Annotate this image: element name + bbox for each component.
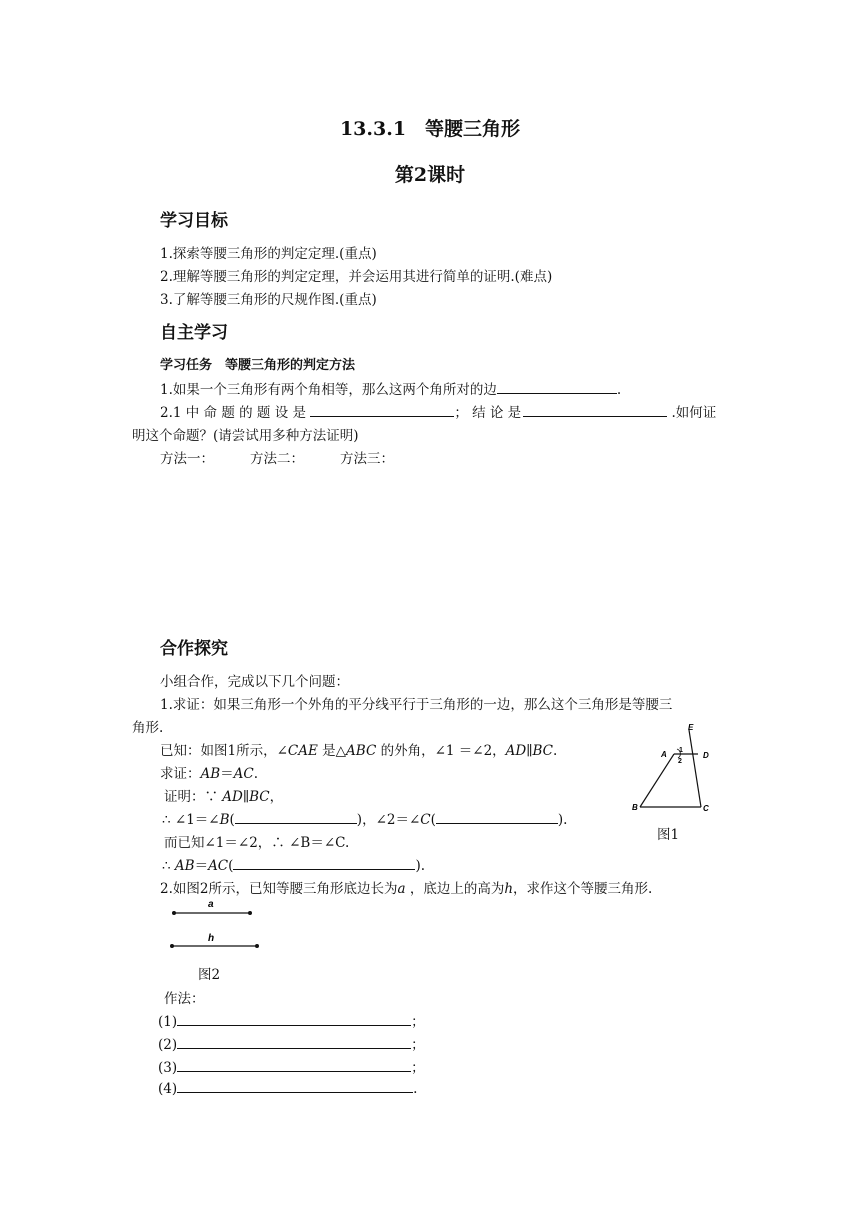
problem-2-text: 2.如图2所示，已知等腰三角形底边长为 xyxy=(160,881,398,897)
question-2-conclusion-label: ； 结 论 是 xyxy=(454,405,522,421)
construction-step xyxy=(158,1056,425,1076)
paren-open: ( xyxy=(229,812,235,828)
prove-label: 求证： xyxy=(160,766,201,782)
prove-end: . xyxy=(253,766,259,782)
given-segment: AD xyxy=(505,743,527,759)
proof-step-4 xyxy=(162,854,425,874)
question-2-line2: 明这个命题？(请尝试用多种方法证明) xyxy=(132,428,359,444)
goal-item: 3.了解等腰三角形的尺规作图.(重点) xyxy=(160,292,377,308)
given-segment: BC xyxy=(532,743,554,759)
proof-segment: BC xyxy=(249,789,270,805)
parallel-symbol: ∥ xyxy=(526,743,533,759)
proof-segment: AC xyxy=(208,858,229,874)
paren-open: ( xyxy=(228,858,234,874)
premise-blank[interactable] xyxy=(310,403,454,417)
endpoint-dot xyxy=(170,944,174,948)
proof-comma: ， xyxy=(269,789,284,805)
variable-a: a xyxy=(397,881,406,897)
step-number: (2) xyxy=(158,1037,178,1053)
endpoint-dot xyxy=(172,911,176,915)
construction-step xyxy=(158,1079,417,1097)
equals-sign: ＝ xyxy=(194,858,209,874)
step-blank[interactable] xyxy=(177,1079,413,1093)
proof-step-3: 而已知∠1＝∠2，∴ ∠B＝∠C. xyxy=(164,835,350,851)
therefore-symbol: ∴ xyxy=(162,858,171,874)
proof-text: ). xyxy=(415,858,425,874)
step-blank[interactable] xyxy=(177,1058,411,1072)
given-triangle-name: ABC xyxy=(346,743,377,759)
step-blank[interactable] xyxy=(177,1012,411,1026)
label-b: B xyxy=(632,803,638,812)
conclusion-blank[interactable] xyxy=(523,403,667,417)
proof-segment: AB xyxy=(174,858,195,874)
prove-segment: AB xyxy=(200,766,221,782)
equals-sign: ＝ xyxy=(220,766,234,782)
figure-2-caption: 图2 xyxy=(198,967,221,983)
construction-label: 作法： xyxy=(164,991,205,1007)
given-end: . xyxy=(553,743,558,759)
goal-item: 1.探索等腰三角形的判定定理.(重点) xyxy=(160,246,377,262)
construction-step xyxy=(158,1033,425,1053)
label-a: A xyxy=(661,750,667,759)
variable-h: h xyxy=(504,881,514,897)
task-title: 学习任务 等腰三角形的判定方法 xyxy=(160,358,356,373)
step-number: (3) xyxy=(158,1060,178,1076)
question-1 xyxy=(160,378,621,398)
reason-blank[interactable] xyxy=(436,810,558,824)
method-2-label: 方法二： xyxy=(250,451,304,467)
parallel-symbol: ∥ xyxy=(242,789,250,805)
self-study-heading: 自主学习 xyxy=(160,323,228,343)
step-blank[interactable] xyxy=(177,1035,411,1049)
given-statement xyxy=(160,739,557,759)
label-h: h xyxy=(208,933,215,944)
proof-segment: AD xyxy=(222,789,243,805)
segment-ce xyxy=(689,730,701,807)
problem-2-text: ，底边上的高为 xyxy=(409,881,505,897)
problem-2-text: ，求作这个等腰三角形. xyxy=(513,881,653,897)
goal-item: 2.理解等腰三角形的判定定理，并会运用其进行简单的证明.(难点) xyxy=(160,269,553,285)
segment-ba xyxy=(640,754,674,807)
step-end: ； xyxy=(411,1014,425,1030)
proof-text: ). xyxy=(557,812,568,828)
given-text: 已知：如图1所示，∠ xyxy=(160,743,288,759)
endpoint-dot xyxy=(255,944,259,948)
proof-step-2 xyxy=(162,808,567,828)
page-title: 13.3.1 等腰三角形 xyxy=(339,118,521,140)
angle-vertex: B xyxy=(219,812,230,828)
step-end: . xyxy=(413,1081,418,1097)
label-a: a xyxy=(208,899,214,910)
paren-open: ( xyxy=(430,812,436,828)
angle-vertex: C xyxy=(420,812,431,828)
given-text: 的外角，∠1 ＝∠2， xyxy=(380,743,506,759)
reason-blank[interactable] xyxy=(233,856,415,870)
label-angle-1: 1 xyxy=(679,747,683,754)
proof-label: 证明：∵ xyxy=(164,789,218,805)
figure-1-caption: 图1 xyxy=(657,827,680,843)
given-text: 是△ xyxy=(322,743,347,759)
prove-statement xyxy=(160,762,258,782)
question-1-text: 1.如果一个三角形有两个角相等，那么这两个角所对的边 xyxy=(160,382,497,398)
proof-text: ∴ ∠1＝∠ xyxy=(162,812,220,828)
question-2-tail: .如何证 xyxy=(671,405,717,421)
given-angle-name: CAE xyxy=(287,743,318,759)
figure-1-triangle xyxy=(626,722,726,822)
prove-segment: AC xyxy=(233,766,254,782)
step-end: ； xyxy=(411,1037,425,1053)
proof-step-1 xyxy=(164,785,283,805)
label-e: E xyxy=(688,723,694,732)
method-1-label: 方法一： xyxy=(160,451,214,467)
goals-heading: 学习目标 xyxy=(160,211,228,231)
endpoint-dot xyxy=(248,911,252,915)
reason-blank[interactable] xyxy=(235,810,357,824)
question-2-premise-label: 2.1 中 命 题 的 题 设 是 xyxy=(160,405,307,421)
method-3-label: 方法三： xyxy=(340,451,394,467)
figure-2-segments xyxy=(168,896,268,954)
question-2 xyxy=(160,401,716,421)
step-number: (1) xyxy=(158,1014,178,1030)
problem-1-line2: 角形. xyxy=(132,720,164,736)
problem-2 xyxy=(160,877,652,897)
step-end: ； xyxy=(411,1060,425,1076)
coop-intro: 小组合作，完成以下几个问题： xyxy=(160,674,349,690)
label-angle-2: 2 xyxy=(678,758,682,765)
step-number: (4) xyxy=(158,1081,178,1097)
answer-blank[interactable] xyxy=(497,380,617,394)
problem-1-line1: 1.求证：如果三角形一个外角的平分线平行于三角形的一边，那么这个三角形是等腰三 xyxy=(160,697,673,713)
label-c: C xyxy=(703,804,709,813)
coop-heading: 合作探究 xyxy=(160,639,228,659)
question-1-end: . xyxy=(616,382,622,398)
label-d: D xyxy=(703,751,709,760)
construction-step xyxy=(158,1010,425,1030)
proof-text: )，∠2＝∠ xyxy=(356,812,421,828)
page-subtitle: 第2课时 xyxy=(394,164,466,186)
